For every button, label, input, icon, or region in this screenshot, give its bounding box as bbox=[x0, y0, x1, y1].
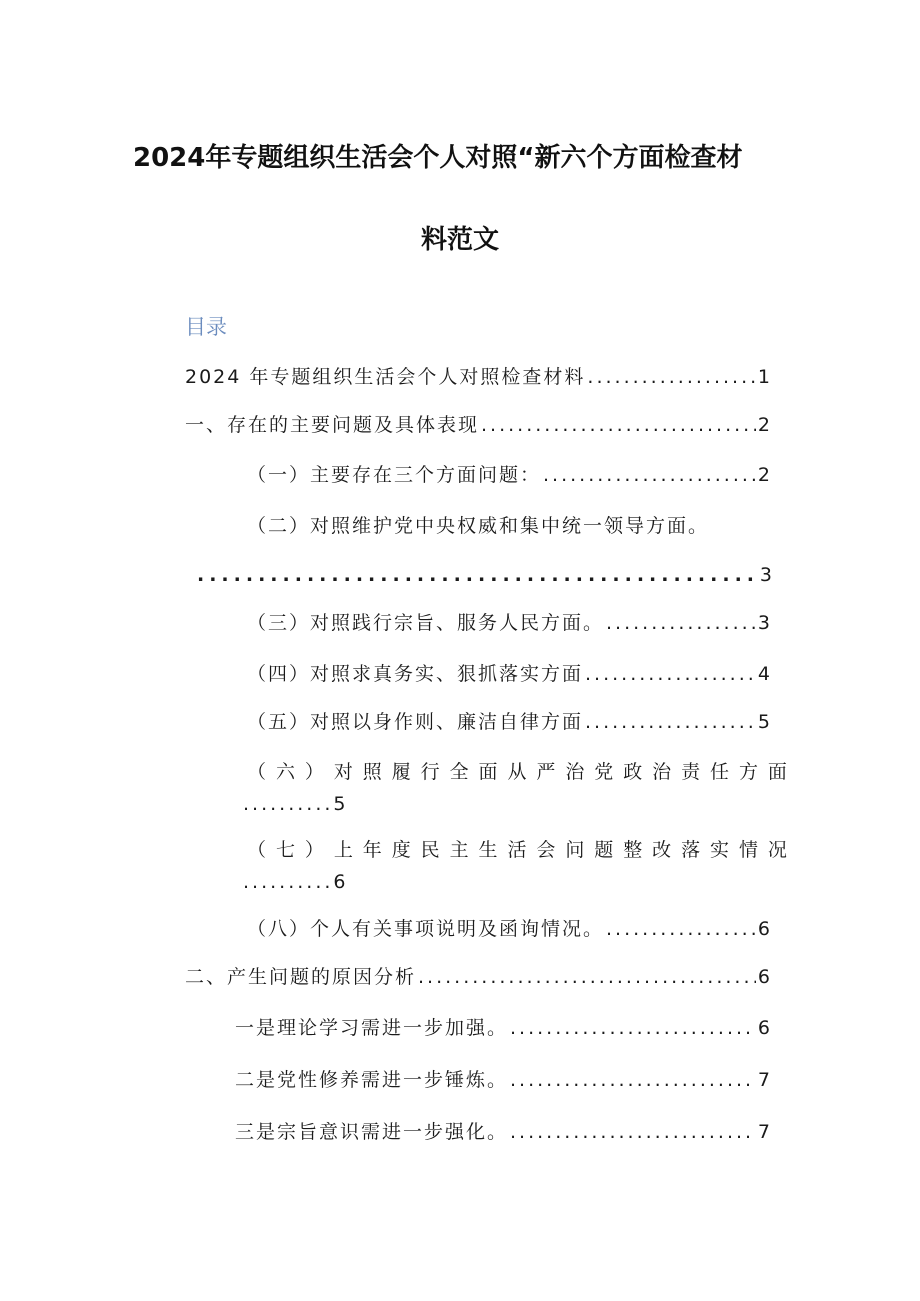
toc-page-number: 7 bbox=[757, 1121, 772, 1143]
toc-page-number: 2 bbox=[757, 464, 772, 486]
toc-page-number: 1 bbox=[757, 366, 772, 388]
toc-entry-text: 一是理论学习需进一步加强。 bbox=[235, 1017, 509, 1039]
toc-entry-char: 落 bbox=[681, 839, 701, 861]
toc-page-number: 6 bbox=[757, 1017, 772, 1039]
toc-entry-text: （三）对照践行宗旨、服务人民方面。 bbox=[247, 612, 605, 634]
toc-entry-6[interactable] bbox=[247, 662, 772, 686]
toc-entry-char: 党 bbox=[594, 761, 614, 783]
toc-heading: 目录 bbox=[185, 315, 227, 339]
toc-entry-char: 履 bbox=[391, 761, 411, 783]
toc-leader-dots bbox=[543, 463, 756, 487]
toc-page-number: 7 bbox=[757, 1069, 772, 1091]
toc-entry-1[interactable] bbox=[185, 365, 772, 389]
toc-leader-dots bbox=[510, 1016, 756, 1040]
toc-entry-char: 主 bbox=[449, 839, 469, 861]
toc-entry-text: （八）个人有关事项说明及函询情况。 bbox=[247, 918, 605, 940]
toc-entry-char: 照 bbox=[362, 761, 382, 783]
toc-page-number: 6 bbox=[757, 918, 772, 940]
toc-entry-text: 一、存在的主要问题及具体表现 bbox=[185, 414, 480, 436]
toc-entry-char: 改 bbox=[652, 839, 672, 861]
toc-entry-char: ） bbox=[304, 839, 324, 861]
toc-entry-char: 责 bbox=[681, 761, 701, 783]
toc-entry-2[interactable] bbox=[185, 413, 772, 437]
toc-entry-text: （二）对照维护党中央权威和集中统一领导方面。 bbox=[247, 515, 710, 537]
toc-entry-char: 年 bbox=[362, 839, 382, 861]
toc-entry-text: （一）主要存在三个方面问题： bbox=[247, 464, 542, 486]
toc-entry-char: 题 bbox=[594, 839, 614, 861]
document-title-line1: 2024年专题组织生活会个人对照“新六个方面检查材 bbox=[133, 143, 743, 173]
toc-leader-dots bbox=[481, 413, 756, 437]
toc-entry-char: 全 bbox=[449, 761, 469, 783]
toc-entry-char: 治 bbox=[652, 761, 672, 783]
toc-entry-char: 六 bbox=[275, 761, 295, 783]
toc-entry-4[interactable] bbox=[247, 514, 807, 538]
toc-leader-dots bbox=[585, 710, 756, 734]
toc-entry-text: （四）对照求真务实、狠抓落实方面 bbox=[247, 663, 584, 685]
toc-entry-char: 行 bbox=[420, 761, 440, 783]
toc-entry-char: 民 bbox=[420, 839, 440, 861]
toc-entry-char: 活 bbox=[507, 839, 527, 861]
toc-entry-text: （五）对照以身作则、廉洁自律方面 bbox=[247, 711, 584, 733]
toc-entry-char: 严 bbox=[536, 761, 556, 783]
toc-entry-char: 问 bbox=[565, 839, 585, 861]
toc-entry-char: 任 bbox=[710, 761, 730, 783]
toc-entry-char: ） bbox=[304, 761, 324, 783]
toc-leader-dots bbox=[606, 917, 756, 941]
toc-leader-dots bbox=[510, 1068, 756, 1092]
toc-entry-8[interactable] bbox=[247, 760, 787, 784]
toc-entry-char: 生 bbox=[478, 839, 498, 861]
toc-entry-14[interactable] bbox=[235, 1120, 772, 1144]
toc-entry-12[interactable] bbox=[235, 1016, 772, 1040]
toc-leader-dots bbox=[510, 1120, 756, 1144]
toc-entry-char: 整 bbox=[623, 839, 643, 861]
toc-page-number: 2 bbox=[757, 414, 772, 436]
toc-entry-char: 政 bbox=[623, 761, 643, 783]
toc-entry-char: 实 bbox=[710, 839, 730, 861]
toc-page-number: 4 bbox=[757, 663, 772, 685]
toc-page-number: 3 bbox=[759, 564, 772, 586]
toc-leader-dots bbox=[197, 563, 760, 587]
toc-entry-char: 情 bbox=[738, 839, 758, 861]
toc-entry-3[interactable] bbox=[247, 463, 772, 487]
toc-entry-text: 三是宗旨意识需进一步强化。 bbox=[235, 1121, 509, 1143]
toc-entry-char: 七 bbox=[275, 839, 295, 861]
toc-leader-dots bbox=[585, 662, 756, 686]
toc-entry-13[interactable] bbox=[235, 1068, 772, 1092]
toc-entry-char: 度 bbox=[391, 839, 411, 861]
toc-entry-char: 方 bbox=[738, 761, 758, 783]
toc-entry-char: （ bbox=[247, 839, 267, 861]
toc-entry-char: 面 bbox=[767, 761, 787, 783]
toc-entry-11[interactable] bbox=[185, 965, 772, 989]
toc-page-number: 5 bbox=[757, 711, 772, 733]
toc-entry-char: 况 bbox=[767, 839, 787, 861]
toc-leader-dots bbox=[587, 365, 756, 389]
toc-page-number: 3 bbox=[757, 612, 772, 634]
toc-entry-8-tail: ..........5 bbox=[243, 793, 349, 815]
toc-entry-char: 治 bbox=[565, 761, 585, 783]
document-title-line2: 料范文 bbox=[420, 225, 499, 255]
toc-entry-5[interactable] bbox=[247, 611, 772, 635]
toc-page-number: 6 bbox=[757, 966, 772, 988]
toc-entry-text: 2024 年专题组织生活会个人对照检查材料 bbox=[185, 366, 586, 388]
toc-leader-dots bbox=[418, 965, 756, 989]
toc-entry-9[interactable] bbox=[247, 838, 787, 862]
toc-entry-9-tail: ..........6 bbox=[243, 871, 349, 893]
toc-entry-char: 会 bbox=[536, 839, 556, 861]
toc-entry-char: 上 bbox=[333, 839, 353, 861]
toc-entry-4-leader bbox=[197, 563, 772, 587]
toc-entry-char: 面 bbox=[478, 761, 498, 783]
toc-leader-dots bbox=[606, 611, 756, 635]
toc-entry-7[interactable] bbox=[247, 710, 772, 734]
toc-entry-char: 从 bbox=[507, 761, 527, 783]
toc-entry-10[interactable] bbox=[247, 917, 772, 941]
toc-entry-char: 对 bbox=[333, 761, 353, 783]
toc-entry-text: 二是党性修养需进一步锤炼。 bbox=[235, 1069, 509, 1091]
toc-entry-char: （ bbox=[247, 761, 267, 783]
toc-entry-text: 二、产生问题的原因分析 bbox=[185, 966, 417, 988]
